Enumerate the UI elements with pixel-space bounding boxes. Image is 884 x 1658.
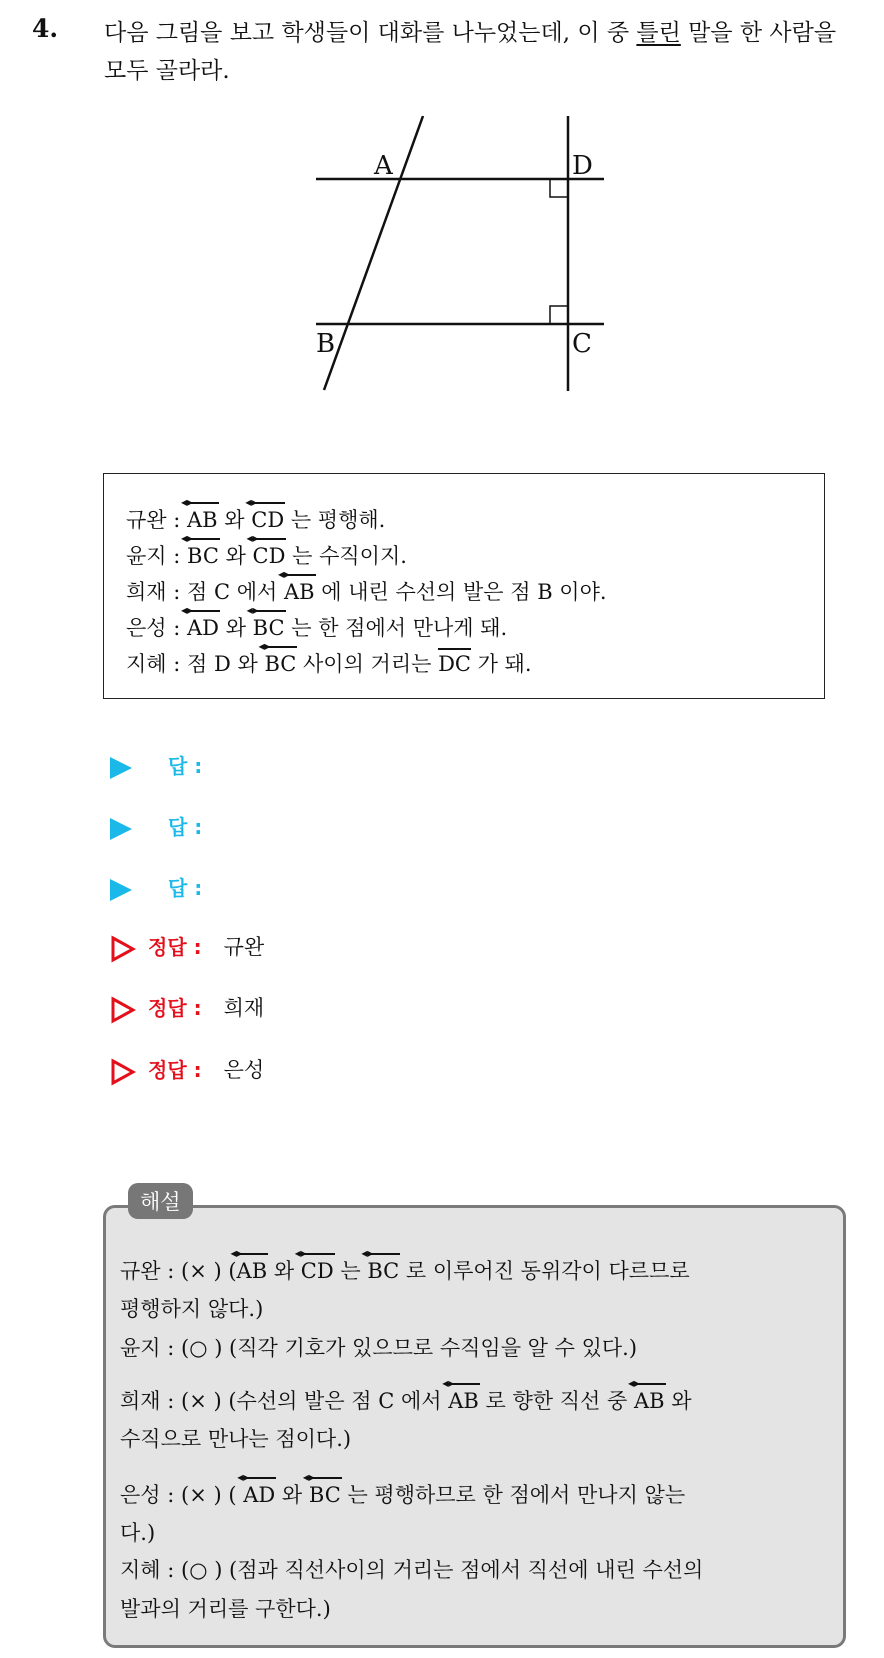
correct-answer: 정답 : 희재: [110, 992, 264, 1024]
explanation-line: 희재 : (× ) (수선의 발은 점 C 에서 AB ◂▸ 로 향한 직선 중 AB ◂▸ 와: [120, 1385, 692, 1415]
play-triangle-icon: [110, 757, 132, 779]
answer-blank: 답 :: [110, 872, 202, 901]
vector: CD ◂▸: [251, 506, 284, 532]
vector: AD ◂▸: [243, 1481, 275, 1507]
vector: AD ◂▸: [187, 614, 219, 640]
correct-answer: 정답 : 규완: [110, 931, 264, 963]
dialog-row: 지혜 : 점 D 와 BC ◂▸ 사이의 거리는 DC 가 돼.: [126, 648, 532, 678]
play-triangle-icon: [110, 818, 132, 840]
explanation-line: 윤지 : (○ ) (직각 기호가 있으므로 수직임을 알 수 있다.): [120, 1336, 638, 1360]
vector: BC ◂▸: [367, 1257, 399, 1283]
vector: CD ◂▸: [301, 1257, 334, 1283]
label-d: D: [572, 151, 593, 181]
vector: AB ◂▸: [237, 1257, 268, 1283]
explanation-line: 발과의 거리를 구한다.): [120, 1597, 331, 1621]
explanation-line: 평행하지 않다.): [120, 1297, 264, 1321]
vector: BC ◂▸: [187, 542, 219, 568]
label-b: B: [316, 329, 336, 359]
segment: DC: [438, 652, 471, 676]
outline-triangle-icon: [110, 935, 136, 963]
vector: AB ◂▸: [284, 578, 315, 604]
vector: BC ◂▸: [309, 1481, 341, 1507]
vector: AB ◂▸: [634, 1387, 665, 1413]
label-c: C: [572, 329, 592, 359]
correct-answer: 정답 : 은성: [110, 1054, 264, 1086]
outline-triangle-icon: [110, 996, 136, 1024]
vector: AB ◂▸: [187, 506, 218, 532]
dialog-box: [103, 473, 825, 699]
question-text: 다음 그림을 보고 학생들이 대화를 나누었는데, 이 중 틀린 말을 한 사람을 모두 골라라.: [104, 20, 837, 84]
dialog-row: 규완 : AB ◂▸ 와 CD ◂▸ 는 평행해.: [126, 504, 385, 534]
dialog-row: 윤지 : BC ◂▸ 와 CD ◂▸ 는 수직이지.: [126, 540, 407, 570]
answer-blank: 답 :: [110, 750, 202, 779]
geometry-figure: [316, 116, 616, 396]
play-triangle-icon: [110, 879, 132, 901]
question-number: 4.: [32, 14, 59, 43]
explanation-line: 다.): [120, 1521, 156, 1545]
dialog-row: 희재 : 점 C 에서 AB ◂▸ 에 내린 수선의 발은 점 B 이야.: [126, 576, 607, 606]
vector: AB ◂▸: [448, 1387, 479, 1413]
vector: CD ◂▸: [253, 542, 286, 568]
dialog-row: 은성 : AD ◂▸ 와 BC ◂▸ 는 한 점에서 만나게 돼.: [126, 612, 507, 642]
explanation-tag: 해설: [128, 1183, 193, 1219]
explanation-line: 지혜 : (○ ) (점과 직선사이의 거리는 점에서 직선에 내린 수선의: [120, 1558, 704, 1582]
explanation-line: 은성 : (× ) ( AD ◂▸ 와 BC ◂▸ 는 평행하므로 한 점에서 만나지 않는: [120, 1479, 685, 1509]
right-angle-mark-d: [550, 179, 568, 197]
label-a: A: [374, 151, 393, 181]
right-angle-mark-c: [550, 306, 568, 324]
answer-blank: 답 :: [110, 811, 202, 840]
vector: BC ◂▸: [253, 614, 285, 640]
vector: BC ◂▸: [264, 650, 296, 676]
explanation-line: 규완 : (× ) (AB ◂▸ 와 CD ◂▸ 는 BC ◂▸ 로 이루어진 동위각이 다르므로: [120, 1255, 690, 1285]
outline-triangle-icon: [110, 1058, 136, 1086]
explanation-line: 수직으로 만나는 점이다.): [120, 1427, 352, 1451]
underlined-word: 틀린: [636, 20, 681, 46]
